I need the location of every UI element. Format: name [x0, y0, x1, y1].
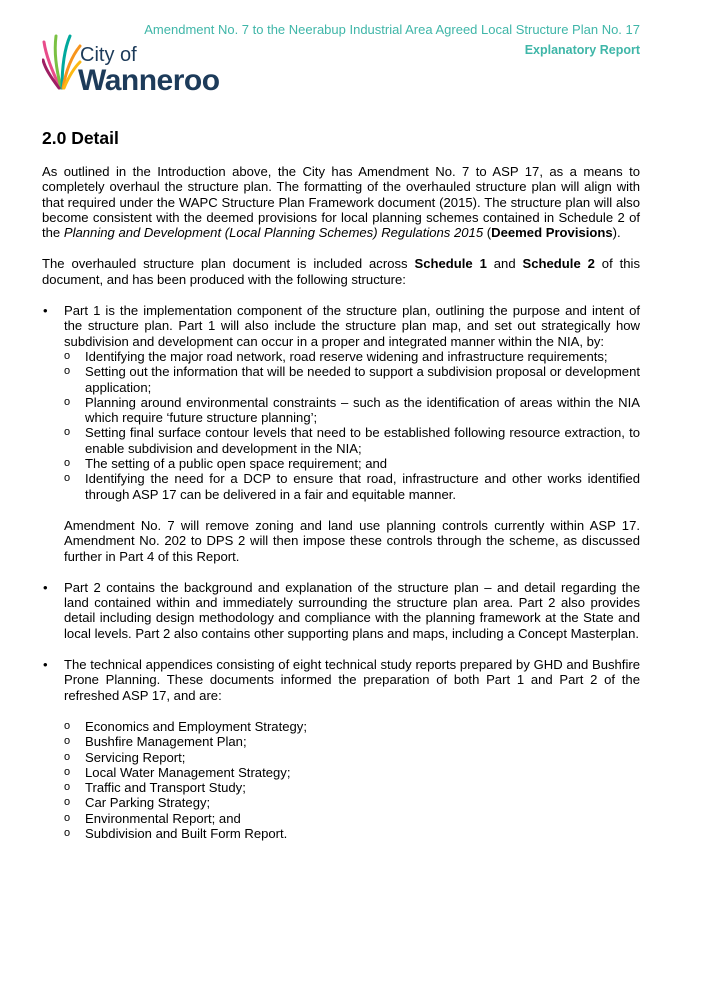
list-item	[42, 456, 640, 471]
logo-wanneroo: Wanneroo	[78, 64, 220, 97]
list-item	[42, 826, 640, 841]
schedule-2: Schedule 2	[522, 256, 595, 272]
logo-fan-icon	[42, 30, 82, 96]
list-item-text: Setting out the information that will be needed to support a subdivision proposal or development application;	[85, 364, 640, 395]
bullet-icon: •	[43, 303, 48, 319]
list-item-text: Setting final surface contour levels that need to be established following resource extraction, to enable subdivision and development in the NIA;	[85, 425, 640, 456]
sub-bullet-icon: o	[64, 472, 71, 485]
list-item	[42, 349, 640, 364]
sub-bullet-icon: o	[64, 719, 71, 732]
logo-city-of: City of	[80, 44, 137, 66]
list-item-text: Traffic and Transport Study;	[85, 780, 246, 796]
list-item	[42, 811, 640, 826]
part-2-text: Part 2 contains the background and explanation of the structure plan – and detail regarding the land contained within and immediately surrounding the structure plan area. Part 2 also provides detail including design methodology and compliance with the planning framework at the State and local levels. Part 2 also contains other supporting plans and maps, including a Concept Masterplan.	[64, 579, 640, 641]
bullet-part-2	[42, 580, 640, 641]
list-item-text: Car Parking Strategy;	[85, 795, 211, 811]
text-span: The overhauled structure plan document is included across	[42, 256, 415, 272]
sub-bullet-icon: o	[64, 826, 71, 839]
list-item-text: Servicing Report;	[85, 749, 186, 765]
deemed-provisions: Deemed Provisions	[491, 225, 613, 241]
text-span: (	[483, 225, 492, 241]
sub-bullet-icon: o	[64, 750, 71, 763]
city-logo	[42, 30, 222, 100]
bullet-part-1	[42, 303, 640, 349]
text-span: and	[486, 256, 523, 272]
sub-bullet-icon: o	[64, 796, 71, 809]
schedule-1: Schedule 1	[414, 256, 487, 272]
list-item	[42, 425, 640, 456]
part-1-closing: Amendment No. 7 will remove zoning and land use planning controls currently within ASP 17. Amendment No. 202 to DPS 2 will then impose these controls through the scheme, as discussed further in Part 4 of this Report.	[64, 517, 640, 564]
list-item-text: Identifying the major road network, road reserve widening and infrastructure requirements;	[85, 348, 608, 364]
main-content	[42, 128, 640, 841]
list-item	[42, 795, 640, 810]
bullet-appendices	[42, 657, 640, 703]
header-subtitle: Explanatory Report	[524, 43, 640, 57]
sub-bullet-icon: o	[64, 395, 71, 408]
list-item-text: Economics and Employment Strategy;	[85, 718, 307, 734]
sub-bullet-icon: o	[64, 765, 71, 778]
sub-bullet-icon: o	[64, 811, 71, 824]
text-span: ).	[612, 225, 621, 241]
sub-bullet-icon: o	[64, 735, 71, 748]
list-item	[42, 364, 640, 395]
sub-bullet-icon: o	[64, 365, 71, 378]
sub-bullet-icon: o	[64, 349, 71, 362]
list-item-text: Bushfire Management Plan;	[85, 734, 247, 750]
bullet-icon: •	[43, 579, 48, 595]
sub-bullet-icon: o	[64, 426, 71, 439]
list-item-text: Environmental Report; and	[85, 810, 241, 826]
list-item-text: Identifying the need for a DCP to ensure that road, infrastructure and other works identified through ASP 17 can be delivered in a fair and equitable manner.	[85, 471, 640, 502]
list-item-text: Planning around environmental constraints – such as the identification of areas within the NIA which require ‘future structure planning’;	[85, 394, 640, 426]
text-span: of this document, and has been produced with the following structure:	[42, 256, 640, 287]
text-span: As outlined in the Introduction above, the City has Amendment No. 7 to ASP 17, as a means to completely overhaul the structure plan. The formatting of the overhauled structure plan will align with that required under the WAPC Structure Plan Framework document (2015). The structure plan will also become consistent with the deemed provisions for local planning schemes contained in Schedule 2 of the	[42, 164, 640, 241]
list-item-text: Local Water Management Strategy;	[85, 764, 291, 780]
sub-bullet-icon: o	[64, 457, 71, 470]
list-item-text: Subdivision and Built Form Report.	[85, 825, 288, 841]
list-item-text: The setting of a public open space requirement; and	[85, 456, 388, 472]
appendices-intro: The technical appendices consisting of eight technical study reports prepared by GHD and Bushfire Prone Planning. These documents informed the preparation of both Part 1 and Part 2 of the refreshed ASP 17, and are:	[64, 657, 640, 703]
header-title: Amendment No. 7 to the Neerabup Industrial Area Agreed Local Structure Plan No. 17	[144, 22, 640, 37]
paragraph-intro	[42, 164, 640, 240]
list-item	[42, 780, 640, 795]
list-item	[42, 719, 640, 734]
regulations-title: Planning and Development (Local Planning Schemes) Regulations 2015	[63, 225, 484, 241]
sub-bullet-icon: o	[64, 781, 71, 794]
section-heading: 2.0 Detail	[42, 128, 119, 148]
list-item	[42, 750, 640, 765]
part-1-intro: Part 1 is the implementation component of the structure plan, outlining the purpose and intent of the structure plan. Part 1 will also include the structure plan map, and set out strategically how subdivision and development can occur in a proper and integrated manner within the NIA, by:	[64, 303, 640, 349]
list-item	[42, 765, 640, 780]
bullet-icon: •	[43, 657, 48, 673]
list-item	[42, 734, 640, 749]
list-item	[42, 395, 640, 426]
list-item	[42, 471, 640, 502]
paragraph-schedules	[42, 256, 640, 287]
